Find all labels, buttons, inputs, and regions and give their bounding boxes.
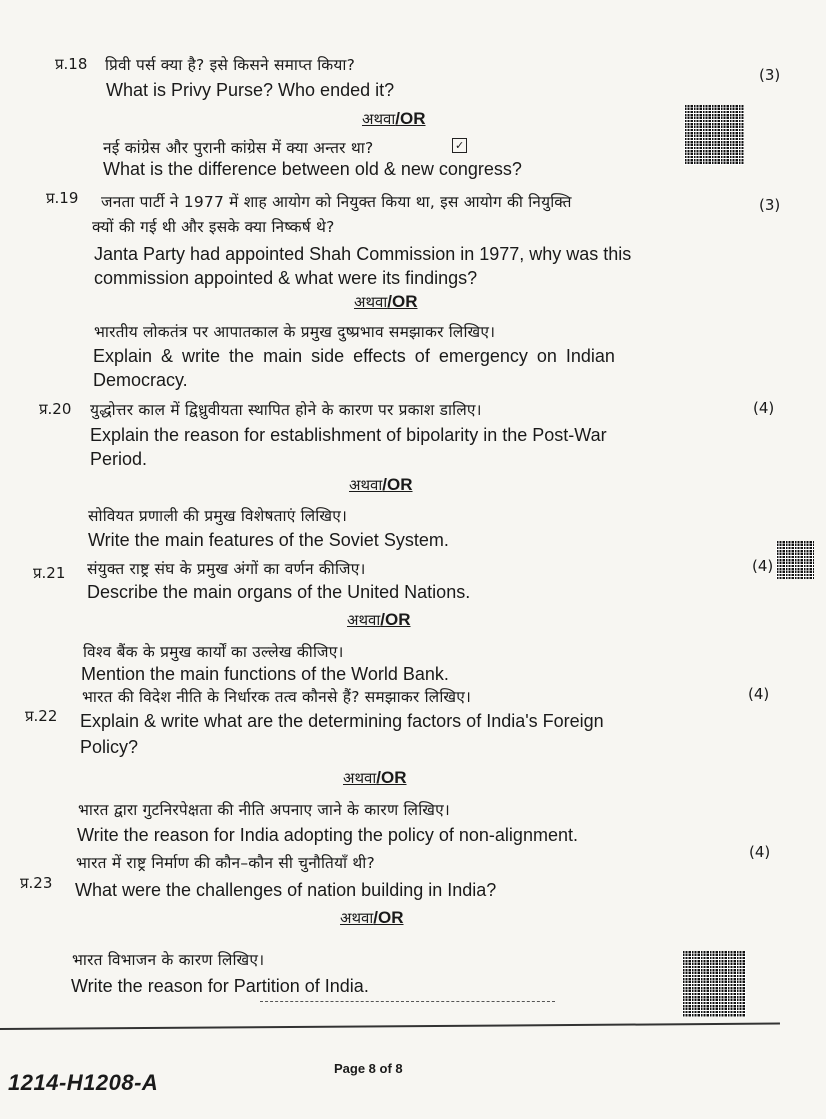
qr-code-icon bbox=[776, 541, 814, 579]
alternate-question-hindi: भारतीय लोकतंत्र पर आपातकाल के प्रमुख दुष्प्रभाव समझाकर लिखिए। bbox=[94, 323, 496, 341]
checkmark-icon: ✓ bbox=[452, 138, 467, 153]
marks-label: (4) bbox=[748, 685, 770, 703]
alternate-question-english: Write the reason for Partition of India. bbox=[71, 976, 369, 996]
qr-code-icon bbox=[684, 105, 744, 165]
question-text-english: Janta Party had appointed Shah Commission in 1977, why was this bbox=[94, 244, 632, 264]
question-number: प्र.18 bbox=[55, 55, 88, 73]
alternate-question-hindi: नई कांग्रेस और पुरानी कांग्रेस में क्या अन्तर था? bbox=[103, 139, 374, 157]
question-number: प्र.20 bbox=[39, 400, 72, 418]
alternate-question-english: Democracy. bbox=[93, 370, 188, 390]
alternate-question-hindi: भारत द्वारा गुटनिरपेक्षता की नीति अपनाए जाने के कारण लिखिए। bbox=[78, 801, 450, 819]
divider bbox=[260, 1001, 555, 1002]
question-text-hindi: प्रिवी पर्स क्या है? इसे किसने समाप्त किया? bbox=[105, 56, 356, 74]
alternate-question-hindi: भारत विभाजन के कारण लिखिए। bbox=[72, 951, 265, 969]
alternate-question-hindi: विश्व बैंक के प्रमुख कार्यों का उल्लेख कीजिए। bbox=[83, 643, 344, 661]
question-text-english: What is Privy Purse? Who ended it? bbox=[106, 80, 395, 100]
question-text-hindi: युद्धोत्तर काल में द्विध्रुवीयता स्थापित होने के कारण पर प्रकाश डालिए। bbox=[90, 401, 482, 419]
alternate-question-english: Explain & write the main side effects of emergency on Indian bbox=[93, 346, 615, 366]
question-number: प्र.23 bbox=[20, 874, 53, 892]
question-text-hindi: संयुक्त राष्ट्र संघ के प्रमुख अंगों का वर्णन कीजिए। bbox=[87, 560, 366, 578]
question-text-hindi: भारत की विदेश नीति के निर्धारक तत्व कौनसे हैं? समझाकर लिखिए। bbox=[82, 688, 472, 706]
paper-code: 1214-H1208-A bbox=[8, 1070, 159, 1095]
marks-label: (3) bbox=[759, 66, 781, 84]
or-divider: अथवा/OR bbox=[349, 475, 413, 494]
question-text-hindi: जनता पार्टी ने 1977 में शाह आयोग को नियुक्त किया था, इस आयोग की नियुक्ति bbox=[101, 193, 572, 211]
alternate-question-english: Mention the main functions of the World Bank. bbox=[81, 664, 449, 684]
question-number: प्र.22 bbox=[25, 707, 58, 725]
question-text-english: Describe the main organs of the United Nations. bbox=[87, 582, 471, 602]
marks-label: (4) bbox=[753, 399, 775, 417]
question-text-english: Explain the reason for establishment of bipolarity in the Post-War bbox=[90, 425, 607, 445]
question-text-english: Explain & write what are the determining factors of India's Foreign bbox=[80, 711, 604, 731]
question-text-english: What were the challenges of nation building in India? bbox=[75, 880, 497, 900]
or-divider: अथवा/OR bbox=[340, 908, 404, 927]
or-divider: अथवा/OR bbox=[354, 292, 418, 311]
question-text-hindi: भारत में राष्ट्र निर्माण की कौन–कौन सी चुनौतियाँ थी? bbox=[76, 854, 375, 872]
question-number: प्र.21 bbox=[33, 564, 66, 582]
qr-code-icon bbox=[682, 951, 746, 1017]
footer-rule bbox=[0, 1023, 780, 1030]
question-text-english: Period. bbox=[90, 449, 148, 469]
question-text-english: Policy? bbox=[80, 737, 139, 757]
page-number: Page 8 of 8 bbox=[334, 1061, 403, 1076]
question-text-english: commission appointed & what were its findings? bbox=[94, 268, 478, 288]
marks-label: (3) bbox=[759, 196, 781, 214]
alternate-question-english: Write the main features of the Soviet System. bbox=[88, 530, 449, 550]
alternate-question-hindi: सोवियत प्रणाली की प्रमुख विशेषताएं लिखिए। bbox=[88, 507, 348, 525]
or-divider: अथवा/OR bbox=[347, 610, 411, 629]
or-divider: अथवा/OR bbox=[362, 109, 426, 128]
question-text-hindi: क्यों की गई थी और इसके क्या निष्कर्ष थे? bbox=[92, 218, 335, 236]
or-divider: अथवा/OR bbox=[343, 768, 407, 787]
alternate-question-english: What is the difference between old & new congress? bbox=[103, 159, 522, 179]
marks-label: (4) bbox=[752, 557, 774, 575]
question-number: प्र.19 bbox=[46, 189, 79, 207]
marks-label: (4) bbox=[749, 843, 771, 861]
alternate-question-english: Write the reason for India adopting the policy of non-alignment. bbox=[77, 825, 578, 845]
